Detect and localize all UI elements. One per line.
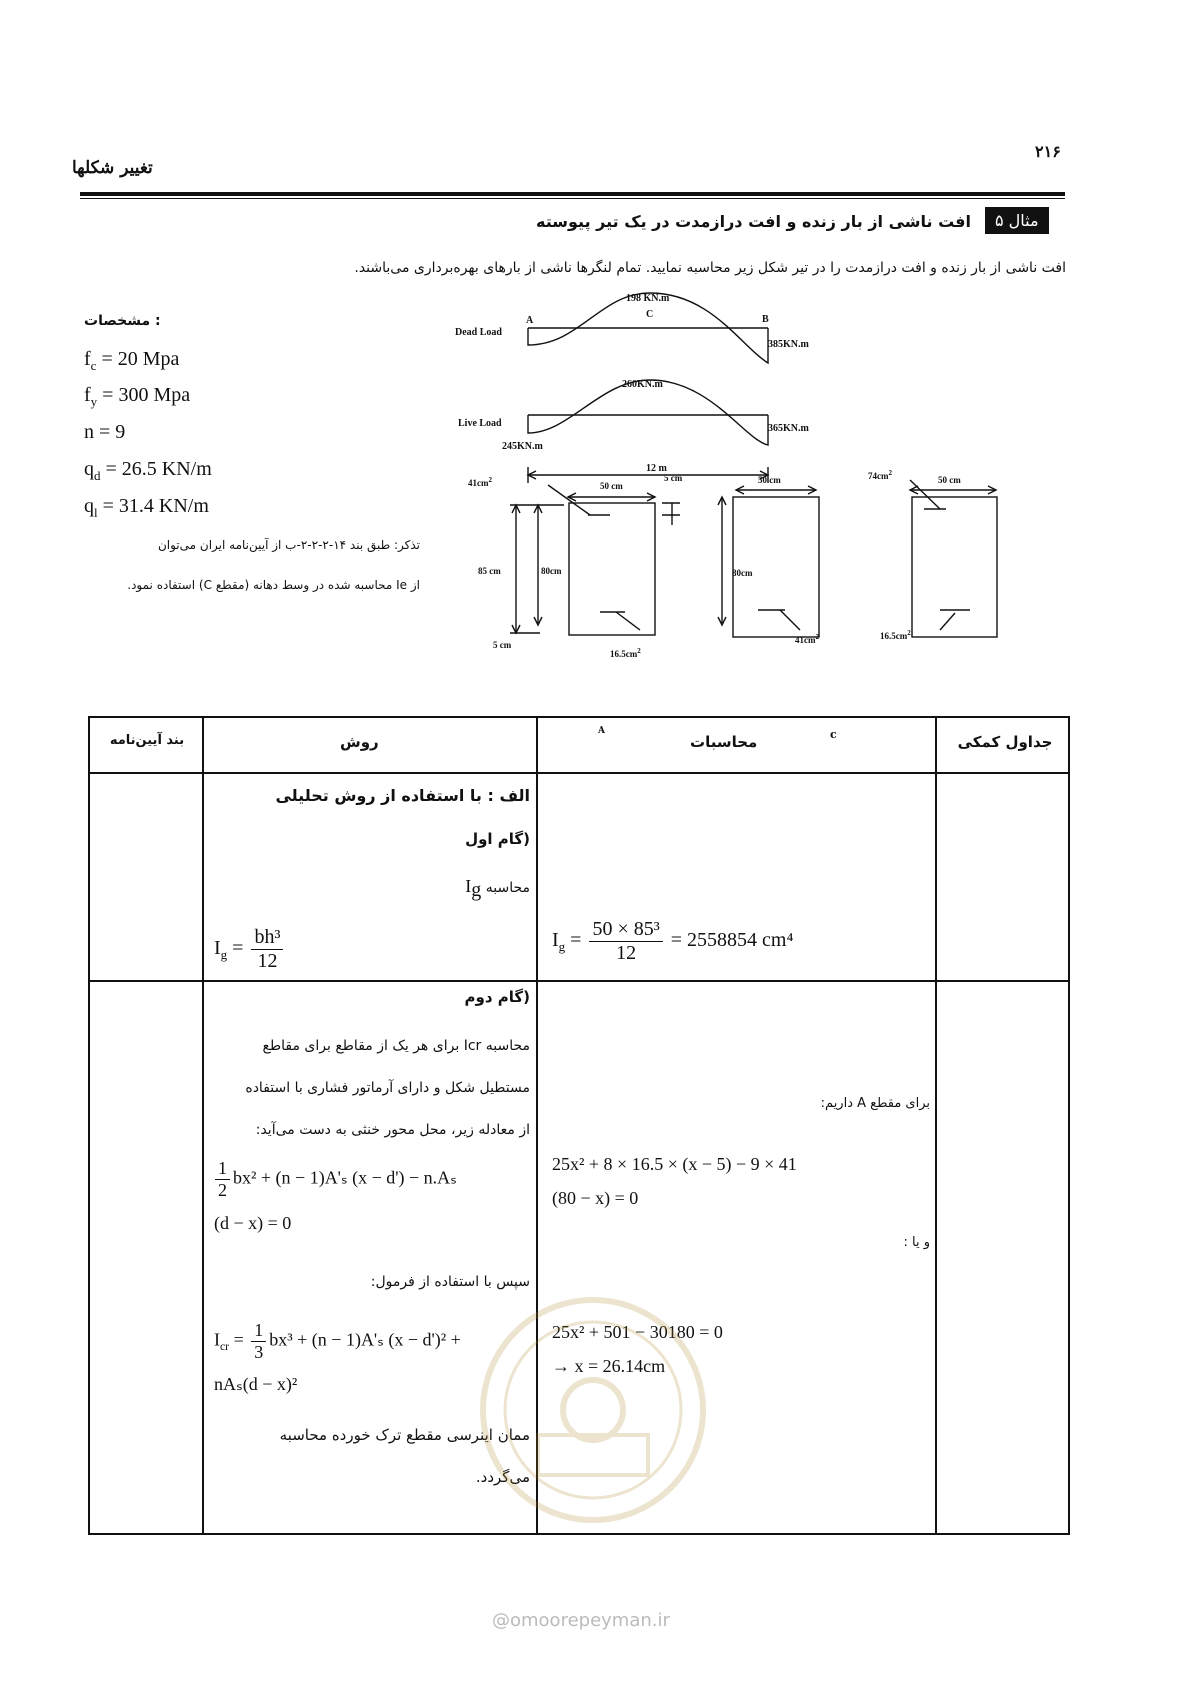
sec1-height: 85 cm bbox=[478, 566, 501, 576]
live-right-value: 365KN.m bbox=[768, 423, 809, 434]
dead-load-label: Dead Load bbox=[455, 327, 502, 338]
col-line-3 bbox=[935, 718, 937, 1533]
live-load-label: Live Load bbox=[458, 418, 502, 429]
sec2-bottom-area: $41cm^2$ bbox=[795, 633, 819, 645]
sec1-cover: 5 cm bbox=[664, 473, 683, 483]
ig-calculation: $I_g$ = $\frac{\text{50 × 85³}}{12}$ = 2558854 cm⁴ bbox=[552, 918, 794, 964]
step-two-text-2: مستطیل شکل و دارای آرماتور فشاری با استفاده bbox=[245, 1080, 530, 1096]
header-rule bbox=[80, 192, 1065, 196]
section-a-result: → x = 26.14cm bbox=[552, 1356, 666, 1376]
step-two-text-1: محاسبه Icr برای هر یک از مقاطع برای مقاطع bbox=[262, 1038, 530, 1054]
method-analytical-title: الف : با استفاده از روش تحلیلی bbox=[275, 786, 530, 805]
icr-equation-2: nAₛ(d − x)² bbox=[214, 1374, 298, 1394]
step-one: (گام اول bbox=[465, 830, 530, 848]
sec1-bottom-cover: 5 cm bbox=[493, 640, 512, 650]
sec2-depth: 80cm bbox=[732, 568, 753, 578]
watermark-url: @omoorepeyman.ir bbox=[492, 1610, 670, 1631]
live-left-value: 245KN.m bbox=[502, 441, 543, 452]
header-calculations: محاسبات bbox=[690, 733, 758, 751]
header-code-clause: بند آیین‌نامه bbox=[109, 733, 185, 748]
dead-right-value: 385KN.m bbox=[768, 339, 809, 350]
section-a-equation-3: 25x² + 501 − 30180 = 0 bbox=[552, 1322, 723, 1342]
or-label: و یا : bbox=[903, 1235, 930, 1250]
sec3-top-area: $74cm^2$ bbox=[868, 469, 892, 481]
specs-heading: : مشخصات bbox=[84, 313, 161, 329]
live-mid-value: 260KN.m bbox=[622, 379, 663, 390]
example-intro: افت ناشی از بار زنده و افت درازمدت را در تیر شکل زیر محاسبه نمایید. تمام لنگرها ناشی از بارهای بهره‌برداری می‌باشند. bbox=[354, 260, 1066, 276]
spec-n: n = 9 bbox=[84, 421, 126, 443]
sec1-bottom-area: $16.5cm^2$ bbox=[610, 647, 641, 659]
step-two-text-3: از معادله زیر، محل محور خنثی به دست می‌آید: bbox=[255, 1122, 530, 1138]
dead-mid-value: 198 KN.m bbox=[626, 293, 670, 304]
example-title: افت ناشی از بار زنده و افت درازمدت در یک تیر پیوسته bbox=[536, 212, 971, 231]
spec-fc: $f_c = 20$ Mpa bbox=[84, 348, 180, 373]
label-A: A bbox=[526, 315, 534, 326]
sec1-width: 50 cm bbox=[600, 481, 623, 491]
span-label: 12 m bbox=[646, 463, 667, 474]
ig-calc-label: $I_g$ محاسبه bbox=[465, 876, 530, 901]
sec3-width: 50 cm bbox=[938, 475, 961, 485]
step-two-text-4: ممان اینرسی مقطع ترک خورده محاسبه bbox=[279, 1426, 530, 1444]
row-divider bbox=[90, 980, 1068, 982]
section-a-equation-2: (80 − x) = 0 bbox=[552, 1188, 639, 1208]
sec2-width: 50 cm bbox=[758, 475, 781, 485]
header-rule-thin bbox=[80, 198, 1065, 199]
then-formula-text: سپس با استفاده از فرمول: bbox=[370, 1274, 530, 1290]
step-two-text-5: می‌گردد. bbox=[475, 1468, 530, 1486]
header-aux-tables: جداول کمکی bbox=[957, 733, 1053, 751]
sec3-bottom-area: $16.5cm^2$ bbox=[880, 629, 911, 641]
watermark-seal bbox=[478, 1295, 708, 1530]
ig-formula: $I_g$ = $\frac{\text{bh³}}{12}$ bbox=[214, 926, 286, 973]
header-mark-c: c bbox=[830, 728, 837, 741]
moment-diagram bbox=[440, 285, 1140, 705]
col-line-1 bbox=[202, 718, 204, 1533]
header-method: روش bbox=[340, 733, 379, 751]
neutral-axis-equation: $\frac{1}{2}$ bx² + (n − 1)A'ₛ (x − d') − n.Aₛ bbox=[212, 1158, 457, 1200]
neutral-axis-equation-2: (d − x) = 0 bbox=[214, 1213, 292, 1233]
spec-note-2: از Ie محاسبه شده در وسط دهانه (مقطع C) استفاده نمود. bbox=[127, 578, 420, 592]
icr-equation: $I_{cr}$ = $\frac{1}{3}$ bx³ + (n − 1)A'ₛ (x − d')² + bbox=[214, 1320, 461, 1362]
page-number: ۲۱۶ bbox=[1035, 142, 1061, 161]
spec-ql: $q_l = 31.4$ KN/m bbox=[84, 495, 209, 520]
label-B: B bbox=[762, 314, 769, 325]
step-two: (گام دوم bbox=[464, 988, 530, 1006]
spec-note-1: تذکر: طبق بند ۱۴-۲-۲-۲-ب از آیین‌نامه ایران می‌توان bbox=[157, 538, 420, 552]
sec1-depth: 80cm bbox=[541, 566, 562, 576]
chapter-title: تغییر شکلها bbox=[72, 158, 153, 178]
section-a-equation-1: 25x² + 8 × 16.5 × (x − 5) − 9 × 41 bbox=[552, 1154, 797, 1174]
for-section-a: برای مقطع A داریم: bbox=[820, 1096, 930, 1111]
example-badge: مثال ۵ bbox=[985, 207, 1049, 234]
spec-fy: $f_y = 300$ Mpa bbox=[84, 384, 191, 409]
header-divider bbox=[90, 772, 1068, 774]
sec1-top-area: $41cm^2$ bbox=[468, 476, 492, 488]
label-C: C bbox=[646, 309, 654, 320]
header-mark-a: A bbox=[598, 726, 605, 736]
spec-qd: $q_d = 26.5$ KN/m bbox=[84, 458, 212, 483]
